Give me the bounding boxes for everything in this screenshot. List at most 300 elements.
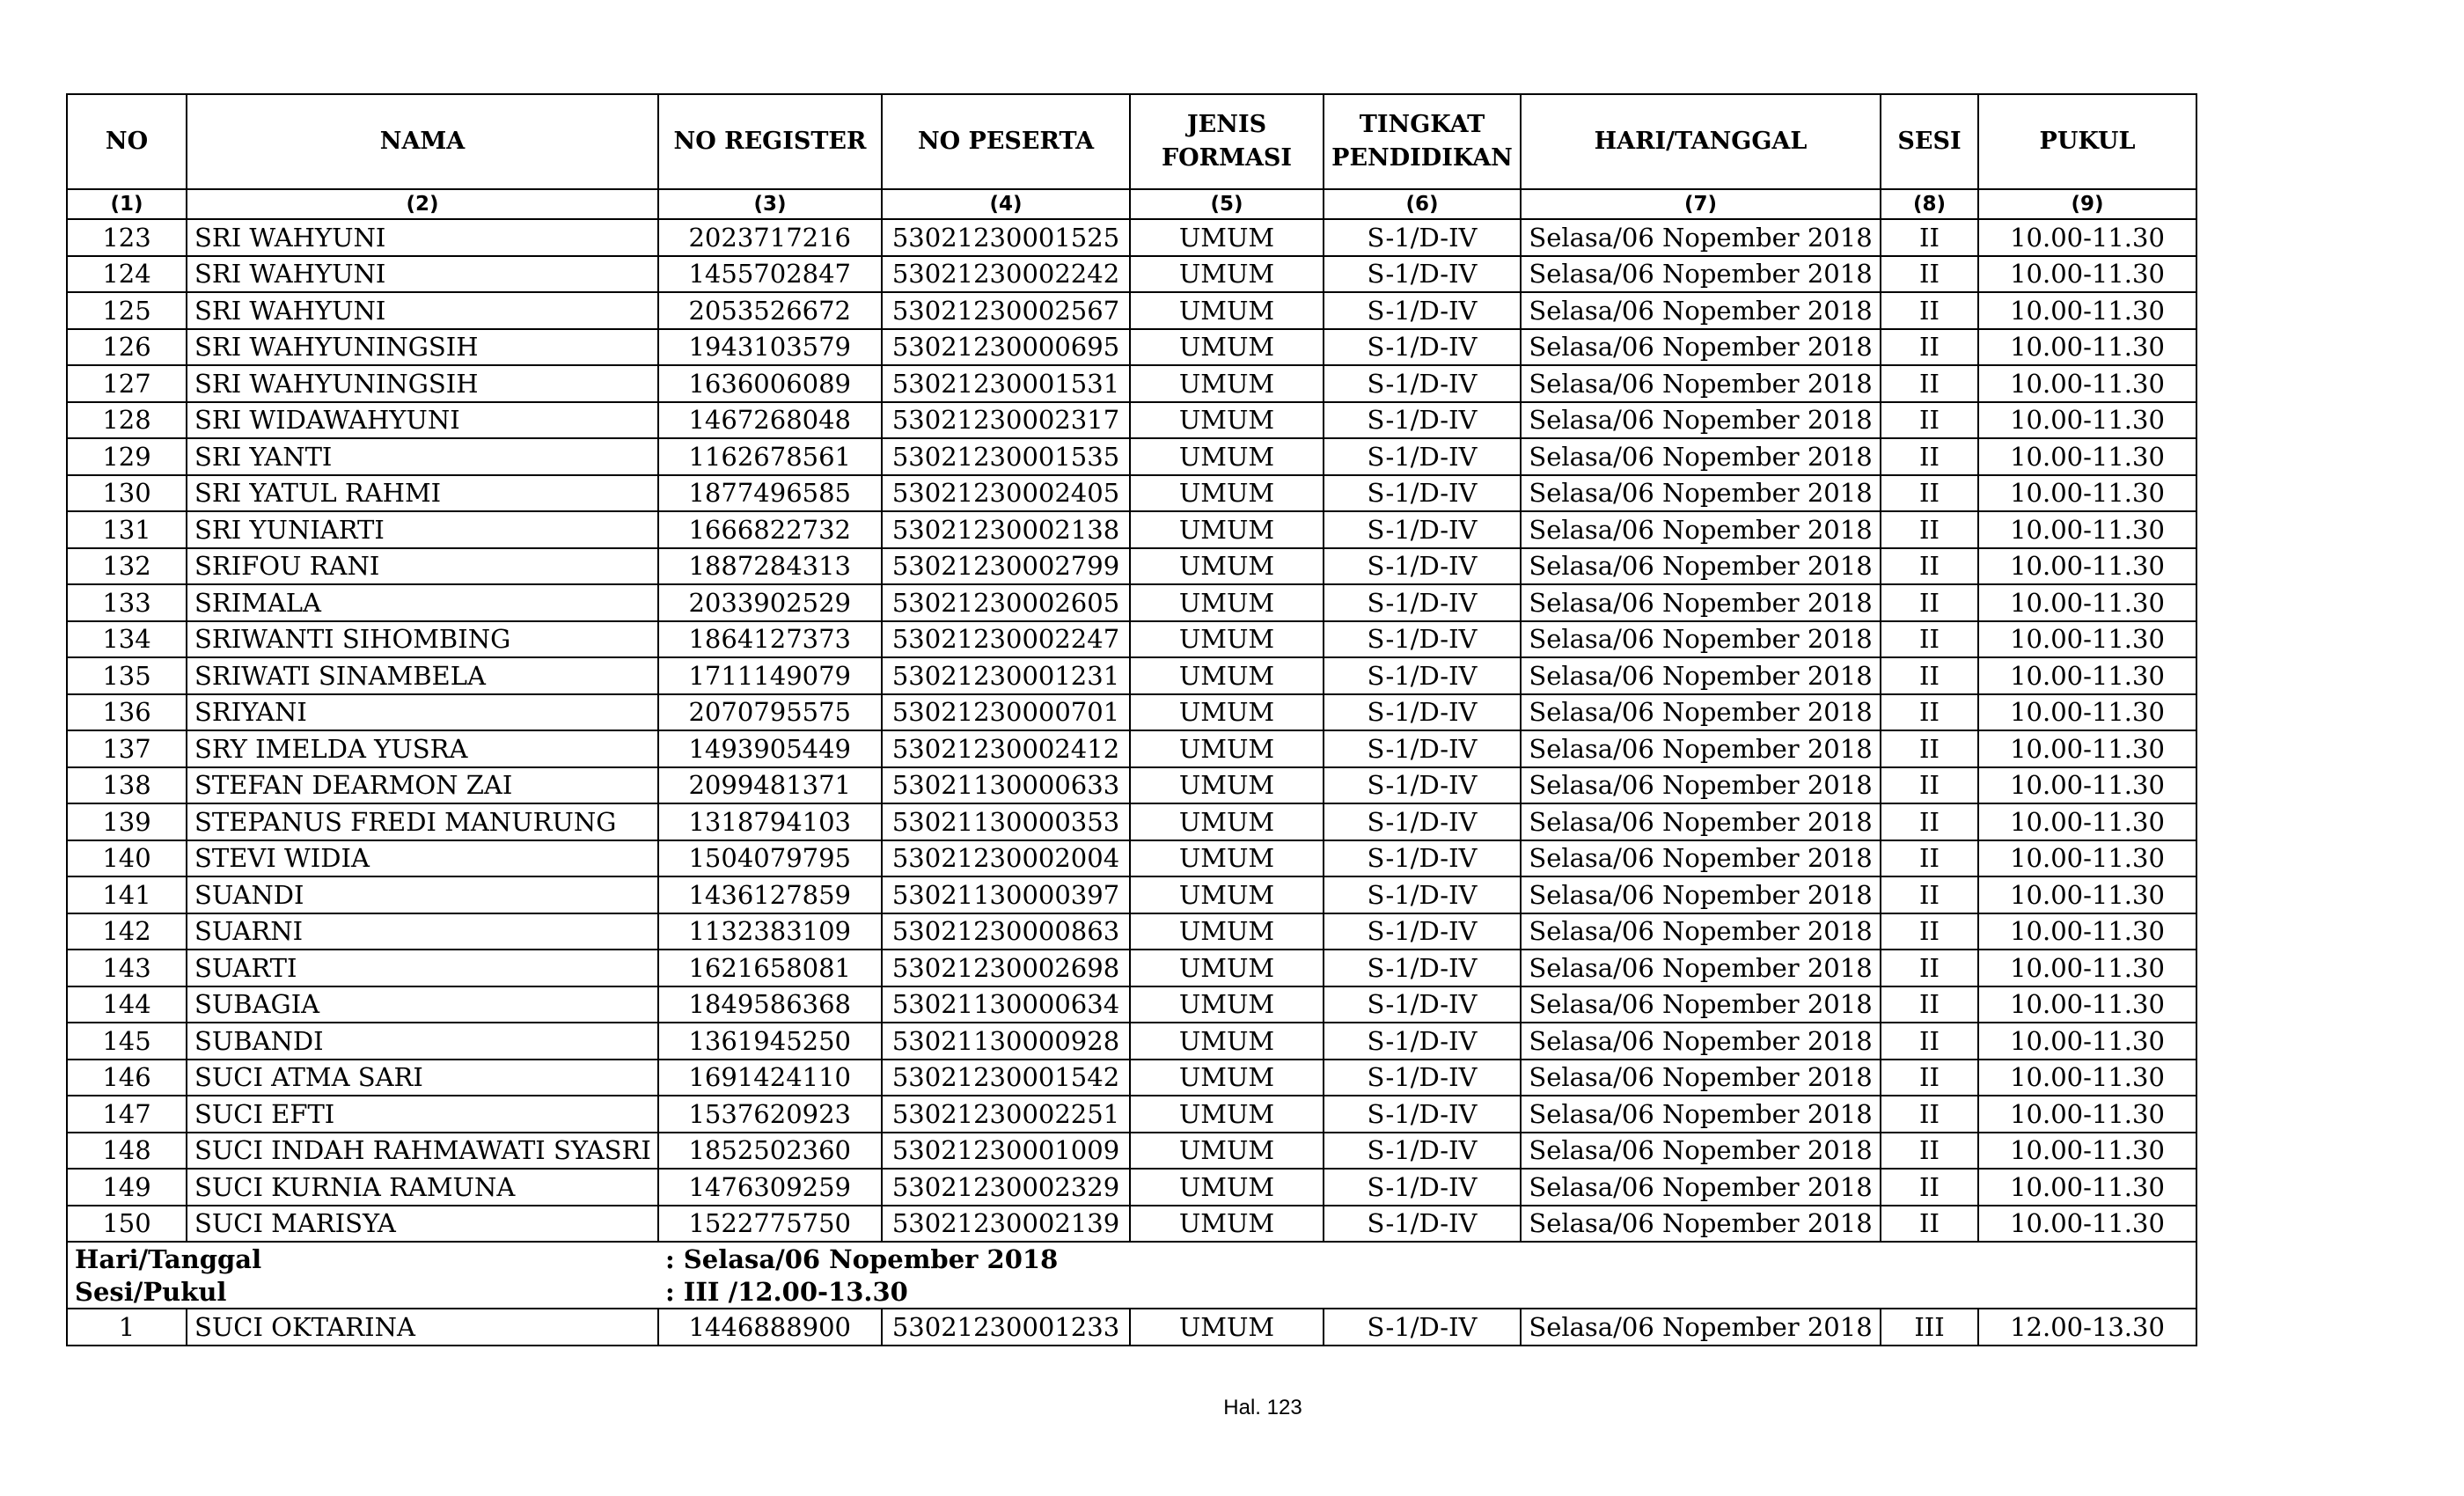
cell-no: 146 xyxy=(67,1060,187,1096)
cell-sesi: II xyxy=(1881,840,1978,877)
cell-no-register: 1887284313 xyxy=(658,548,882,585)
cell-no-register: 1849586368 xyxy=(658,986,882,1023)
cell-no: 130 xyxy=(67,475,187,512)
cell-hari-tanggal: Selasa/06 Nopember 2018 xyxy=(1521,803,1881,840)
cell-no-register: 1877496585 xyxy=(658,475,882,512)
session-day-row xyxy=(67,1242,2196,1275)
cell-pukul: 10.00-11.30 xyxy=(1978,584,2196,621)
session-time-label: Sesi/Pukul xyxy=(67,1275,658,1309)
cell-sesi: II xyxy=(1881,1133,1978,1170)
column-number: (9) xyxy=(1978,189,2196,219)
cell-hari-tanggal: Selasa/06 Nopember 2018 xyxy=(1521,1096,1881,1133)
table-row xyxy=(67,950,2196,986)
cell-tingkat-pendidikan: S-1/D-IV xyxy=(1324,475,1521,512)
cell-jenis-formasi: UMUM xyxy=(1130,767,1324,804)
column-number: (4) xyxy=(882,189,1130,219)
cell-nama: SUCI MARISYA xyxy=(187,1206,658,1243)
cell-no: 129 xyxy=(67,438,187,475)
cell-tingkat-pendidikan: S-1/D-IV xyxy=(1324,511,1521,548)
table-row xyxy=(67,986,2196,1023)
cell-no-peserta: 53021230001535 xyxy=(882,438,1130,475)
cell-pukul: 10.00-11.30 xyxy=(1978,803,2196,840)
table-row xyxy=(67,1206,2196,1243)
cell-hari-tanggal: Selasa/06 Nopember 2018 xyxy=(1521,1060,1881,1096)
cell-sesi: II xyxy=(1881,767,1978,804)
cell-nama: SUCI ATMA SARI xyxy=(187,1060,658,1096)
cell-tingkat-pendidikan: S-1/D-IV xyxy=(1324,1133,1521,1170)
cell-no-peserta: 53021230001231 xyxy=(882,657,1130,694)
cell-sesi: II xyxy=(1881,292,1978,329)
cell-tingkat-pendidikan: S-1/D-IV xyxy=(1324,365,1521,402)
session-3-block xyxy=(67,1242,2196,1309)
cell-no-register: 1522775750 xyxy=(658,1206,882,1243)
cell-no-peserta: 53021230002138 xyxy=(882,511,1130,548)
cell-no: 149 xyxy=(67,1169,187,1206)
cell-hari-tanggal: Selasa/06 Nopember 2018 xyxy=(1521,1309,1881,1346)
cell-no: 138 xyxy=(67,767,187,804)
cell-nama: SRI YATUL RAHMI xyxy=(187,475,658,512)
cell-pukul: 10.00-11.30 xyxy=(1978,511,2196,548)
table-row xyxy=(67,438,2196,475)
cell-nama: SUARNI xyxy=(187,913,658,950)
cell-jenis-formasi: UMUM xyxy=(1130,913,1324,950)
cell-no-register: 1537620923 xyxy=(658,1096,882,1133)
cell-no-peserta: 53021130000634 xyxy=(882,986,1130,1023)
table-row xyxy=(67,584,2196,621)
cell-nama: SRIMALA xyxy=(187,584,658,621)
cell-sesi: II xyxy=(1881,1023,1978,1060)
table-row xyxy=(67,1309,2196,1346)
cell-sesi: III xyxy=(1881,1309,1978,1346)
cell-hari-tanggal: Selasa/06 Nopember 2018 xyxy=(1521,657,1881,694)
cell-tingkat-pendidikan: S-1/D-IV xyxy=(1324,1060,1521,1096)
cell-no: 141 xyxy=(67,876,187,913)
cell-tingkat-pendidikan: S-1/D-IV xyxy=(1324,876,1521,913)
cell-nama: SUCI OKTARINA xyxy=(187,1309,658,1346)
cell-sesi: II xyxy=(1881,913,1978,950)
cell-no: 132 xyxy=(67,548,187,585)
session-time-row xyxy=(67,1275,2196,1309)
cell-nama: STEFAN DEARMON ZAI xyxy=(187,767,658,804)
cell-pukul: 10.00-11.30 xyxy=(1978,694,2196,731)
cell-no-peserta: 53021230000701 xyxy=(882,694,1130,731)
cell-tingkat-pendidikan: S-1/D-IV xyxy=(1324,1023,1521,1060)
participant-table-container xyxy=(66,93,2196,1346)
table-row xyxy=(67,657,2196,694)
table-row xyxy=(67,1133,2196,1170)
cell-tingkat-pendidikan: S-1/D-IV xyxy=(1324,1169,1521,1206)
cell-nama: SRY IMELDA YUSRA xyxy=(187,730,658,767)
cell-no: 131 xyxy=(67,511,187,548)
cell-pukul: 10.00-11.30 xyxy=(1978,1169,2196,1206)
cell-no-register: 2053526672 xyxy=(658,292,882,329)
cell-no-register: 1493905449 xyxy=(658,730,882,767)
cell-nama: STEPANUS FREDI MANURUNG xyxy=(187,803,658,840)
cell-pukul: 10.00-11.30 xyxy=(1978,657,2196,694)
cell-nama: SRIYANI xyxy=(187,694,658,731)
cell-no: 147 xyxy=(67,1096,187,1133)
header-row xyxy=(67,94,2196,189)
cell-nama: SRI WAHYUNINGSIH xyxy=(187,365,658,402)
cell-tingkat-pendidikan: S-1/D-IV xyxy=(1324,657,1521,694)
cell-nama: SRIWATI SINAMBELA xyxy=(187,657,658,694)
cell-hari-tanggal: Selasa/06 Nopember 2018 xyxy=(1521,1206,1881,1243)
cell-jenis-formasi: UMUM xyxy=(1130,219,1324,256)
cell-tingkat-pendidikan: S-1/D-IV xyxy=(1324,584,1521,621)
table-row xyxy=(67,256,2196,293)
cell-no-peserta: 53021130000928 xyxy=(882,1023,1130,1060)
cell-jenis-formasi: UMUM xyxy=(1130,1169,1324,1206)
table-row xyxy=(67,402,2196,439)
cell-pukul: 10.00-11.30 xyxy=(1978,840,2196,877)
cell-hari-tanggal: Selasa/06 Nopember 2018 xyxy=(1521,256,1881,293)
cell-no-peserta: 53021230001525 xyxy=(882,219,1130,256)
cell-nama: SUARTI xyxy=(187,950,658,986)
cell-nama: SRI WAHYUNI xyxy=(187,292,658,329)
cell-jenis-formasi: UMUM xyxy=(1130,548,1324,585)
table-row xyxy=(67,840,2196,877)
header-tingkat-pendidikan xyxy=(1324,94,1521,189)
cell-jenis-formasi: UMUM xyxy=(1130,840,1324,877)
header-hari-tanggal: HARI/TANGGAL xyxy=(1521,94,1881,189)
cell-hari-tanggal: Selasa/06 Nopember 2018 xyxy=(1521,1169,1881,1206)
header-jenis-formasi xyxy=(1130,94,1324,189)
cell-sesi: II xyxy=(1881,657,1978,694)
cell-no: 126 xyxy=(67,329,187,366)
cell-sesi: II xyxy=(1881,511,1978,548)
cell-no-register: 1162678561 xyxy=(658,438,882,475)
cell-sesi: II xyxy=(1881,1060,1978,1096)
cell-tingkat-pendidikan: S-1/D-IV xyxy=(1324,767,1521,804)
cell-no: 150 xyxy=(67,1206,187,1243)
cell-no-register: 1132383109 xyxy=(658,913,882,950)
cell-no: 124 xyxy=(67,256,187,293)
cell-tingkat-pendidikan: S-1/D-IV xyxy=(1324,1206,1521,1243)
cell-no-peserta: 53021230002567 xyxy=(882,292,1130,329)
cell-sesi: II xyxy=(1881,365,1978,402)
cell-no-register: 1361945250 xyxy=(658,1023,882,1060)
cell-jenis-formasi: UMUM xyxy=(1130,584,1324,621)
cell-jenis-formasi: UMUM xyxy=(1130,1206,1324,1243)
cell-jenis-formasi: UMUM xyxy=(1130,986,1324,1023)
cell-pukul: 12.00-13.30 xyxy=(1978,1309,2196,1346)
cell-jenis-formasi: UMUM xyxy=(1130,365,1324,402)
cell-no: 137 xyxy=(67,730,187,767)
cell-nama: SRIFOU RANI xyxy=(187,548,658,585)
cell-tingkat-pendidikan: S-1/D-IV xyxy=(1324,621,1521,658)
table-row xyxy=(67,1060,2196,1096)
cell-no-register: 1504079795 xyxy=(658,840,882,877)
header-nama: NAMA xyxy=(187,94,658,189)
session-2-rows xyxy=(67,219,2196,1242)
header-no-peserta: NO PESERTA xyxy=(882,94,1130,189)
cell-nama: SRI WAHYUNI xyxy=(187,219,658,256)
cell-no-peserta: 53021230002139 xyxy=(882,1206,1130,1243)
cell-hari-tanggal: Selasa/06 Nopember 2018 xyxy=(1521,402,1881,439)
cell-no: 1 xyxy=(67,1309,187,1346)
cell-hari-tanggal: Selasa/06 Nopember 2018 xyxy=(1521,694,1881,731)
cell-jenis-formasi: UMUM xyxy=(1130,1060,1324,1096)
cell-hari-tanggal: Selasa/06 Nopember 2018 xyxy=(1521,438,1881,475)
cell-nama: SRI YANTI xyxy=(187,438,658,475)
column-number: (7) xyxy=(1521,189,1881,219)
cell-hari-tanggal: Selasa/06 Nopember 2018 xyxy=(1521,292,1881,329)
cell-no-peserta: 53021230001531 xyxy=(882,365,1130,402)
cell-pukul: 10.00-11.30 xyxy=(1978,1096,2196,1133)
cell-sesi: II xyxy=(1881,475,1978,512)
cell-no-register: 1455702847 xyxy=(658,256,882,293)
header-tingkat-line2: PENDIDIKAN xyxy=(1331,144,1513,172)
cell-no-register: 1446888900 xyxy=(658,1309,882,1346)
column-number: (8) xyxy=(1881,189,1978,219)
participant-table xyxy=(66,93,2197,1346)
cell-hari-tanggal: Selasa/06 Nopember 2018 xyxy=(1521,950,1881,986)
table-row xyxy=(67,219,2196,256)
cell-no: 135 xyxy=(67,657,187,694)
cell-jenis-formasi: UMUM xyxy=(1130,876,1324,913)
cell-no-register: 2033902529 xyxy=(658,584,882,621)
cell-pukul: 10.00-11.30 xyxy=(1978,1060,2196,1096)
cell-hari-tanggal: Selasa/06 Nopember 2018 xyxy=(1521,767,1881,804)
cell-jenis-formasi: UMUM xyxy=(1130,438,1324,475)
cell-no-peserta: 53021230002405 xyxy=(882,475,1130,512)
cell-no: 136 xyxy=(67,694,187,731)
cell-pukul: 10.00-11.30 xyxy=(1978,621,2196,658)
cell-sesi: II xyxy=(1881,584,1978,621)
cell-hari-tanggal: Selasa/06 Nopember 2018 xyxy=(1521,1133,1881,1170)
cell-jenis-formasi: UMUM xyxy=(1130,402,1324,439)
cell-sesi: II xyxy=(1881,402,1978,439)
cell-no: 145 xyxy=(67,1023,187,1060)
cell-no: 123 xyxy=(67,219,187,256)
cell-tingkat-pendidikan: S-1/D-IV xyxy=(1324,402,1521,439)
cell-tingkat-pendidikan: S-1/D-IV xyxy=(1324,1309,1521,1346)
cell-no-peserta: 53021230002242 xyxy=(882,256,1130,293)
cell-no-peserta: 53021230002329 xyxy=(882,1169,1130,1206)
cell-pukul: 10.00-11.30 xyxy=(1978,329,2196,366)
cell-tingkat-pendidikan: S-1/D-IV xyxy=(1324,1096,1521,1133)
cell-pukul: 10.00-11.30 xyxy=(1978,950,2196,986)
cell-no-peserta: 53021230002799 xyxy=(882,548,1130,585)
cell-no-peserta: 53021230000695 xyxy=(882,329,1130,366)
cell-jenis-formasi: UMUM xyxy=(1130,256,1324,293)
cell-no-register: 1943103579 xyxy=(658,329,882,366)
cell-sesi: II xyxy=(1881,1169,1978,1206)
session-time-value: : III /12.00-13.30 xyxy=(658,1275,2196,1309)
cell-hari-tanggal: Selasa/06 Nopember 2018 xyxy=(1521,584,1881,621)
cell-sesi: II xyxy=(1881,730,1978,767)
cell-sesi: II xyxy=(1881,548,1978,585)
cell-nama: SUBANDI xyxy=(187,1023,658,1060)
cell-hari-tanggal: Selasa/06 Nopember 2018 xyxy=(1521,511,1881,548)
session-3-rows xyxy=(67,1309,2196,1346)
table-row xyxy=(67,803,2196,840)
table-row xyxy=(67,876,2196,913)
cell-tingkat-pendidikan: S-1/D-IV xyxy=(1324,256,1521,293)
cell-no-register: 2070795575 xyxy=(658,694,882,731)
cell-nama: STEVI WIDIA xyxy=(187,840,658,877)
column-number: (1) xyxy=(67,189,187,219)
table-row xyxy=(67,621,2196,658)
cell-pukul: 10.00-11.30 xyxy=(1978,876,2196,913)
cell-hari-tanggal: Selasa/06 Nopember 2018 xyxy=(1521,730,1881,767)
column-number-row xyxy=(67,189,2196,219)
cell-nama: SUCI EFTI xyxy=(187,1096,658,1133)
cell-jenis-formasi: UMUM xyxy=(1130,657,1324,694)
cell-hari-tanggal: Selasa/06 Nopember 2018 xyxy=(1521,548,1881,585)
cell-nama: SRI WAHYUNI xyxy=(187,256,658,293)
cell-jenis-formasi: UMUM xyxy=(1130,511,1324,548)
cell-hari-tanggal: Selasa/06 Nopember 2018 xyxy=(1521,621,1881,658)
header-sesi: SESI xyxy=(1881,94,1978,189)
cell-jenis-formasi: UMUM xyxy=(1130,1096,1324,1133)
cell-no-peserta: 53021230002251 xyxy=(882,1096,1130,1133)
cell-sesi: II xyxy=(1881,950,1978,986)
cell-hari-tanggal: Selasa/06 Nopember 2018 xyxy=(1521,475,1881,512)
cell-pukul: 10.00-11.30 xyxy=(1978,986,2196,1023)
cell-no: 148 xyxy=(67,1133,187,1170)
cell-no-register: 1864127373 xyxy=(658,621,882,658)
cell-jenis-formasi: UMUM xyxy=(1130,1133,1324,1170)
cell-no-register: 1467268048 xyxy=(658,402,882,439)
cell-hari-tanggal: Selasa/06 Nopember 2018 xyxy=(1521,876,1881,913)
cell-jenis-formasi: UMUM xyxy=(1130,329,1324,366)
cell-nama: SRI WAHYUNINGSIH xyxy=(187,329,658,366)
cell-pukul: 10.00-11.30 xyxy=(1978,1206,2196,1243)
cell-no-register: 2023717216 xyxy=(658,219,882,256)
cell-no-peserta: 53021130000397 xyxy=(882,876,1130,913)
column-number: (5) xyxy=(1130,189,1324,219)
session-day-label: Hari/Tanggal xyxy=(67,1242,658,1275)
cell-tingkat-pendidikan: S-1/D-IV xyxy=(1324,803,1521,840)
table-row xyxy=(67,548,2196,585)
cell-no-peserta: 53021230000863 xyxy=(882,913,1130,950)
cell-no-peserta: 53021230002412 xyxy=(882,730,1130,767)
cell-pukul: 10.00-11.30 xyxy=(1978,219,2196,256)
cell-no: 142 xyxy=(67,913,187,950)
header-no-register: NO REGISTER xyxy=(658,94,882,189)
header-jenis-line2: FORMASI xyxy=(1161,144,1293,172)
cell-pukul: 10.00-11.30 xyxy=(1978,1023,2196,1060)
cell-nama: SUCI INDAH RAHMAWATI SYASRI xyxy=(187,1133,658,1170)
cell-tingkat-pendidikan: S-1/D-IV xyxy=(1324,730,1521,767)
cell-pukul: 10.00-11.30 xyxy=(1978,438,2196,475)
cell-no-peserta: 53021230002317 xyxy=(882,402,1130,439)
cell-hari-tanggal: Selasa/06 Nopember 2018 xyxy=(1521,1023,1881,1060)
cell-no: 128 xyxy=(67,402,187,439)
cell-tingkat-pendidikan: S-1/D-IV xyxy=(1324,219,1521,256)
cell-pukul: 10.00-11.30 xyxy=(1978,402,2196,439)
cell-no: 133 xyxy=(67,584,187,621)
cell-no: 134 xyxy=(67,621,187,658)
cell-no-peserta: 53021230001009 xyxy=(882,1133,1130,1170)
cell-sesi: II xyxy=(1881,256,1978,293)
cell-sesi: II xyxy=(1881,986,1978,1023)
cell-hari-tanggal: Selasa/06 Nopember 2018 xyxy=(1521,986,1881,1023)
cell-jenis-formasi: UMUM xyxy=(1130,1023,1324,1060)
cell-no-register: 1691424110 xyxy=(658,1060,882,1096)
cell-no-register: 1318794103 xyxy=(658,803,882,840)
table-row xyxy=(67,511,2196,548)
cell-no: 139 xyxy=(67,803,187,840)
cell-no-peserta: 53021130000633 xyxy=(882,767,1130,804)
cell-no-peserta: 53021230001542 xyxy=(882,1060,1130,1096)
header-jenis-line1: JENIS xyxy=(1186,111,1267,138)
cell-tingkat-pendidikan: S-1/D-IV xyxy=(1324,548,1521,585)
table-row xyxy=(67,292,2196,329)
cell-no-peserta: 53021230002247 xyxy=(882,621,1130,658)
cell-sesi: II xyxy=(1881,621,1978,658)
cell-pukul: 10.00-11.30 xyxy=(1978,1133,2196,1170)
table-row xyxy=(67,730,2196,767)
cell-sesi: II xyxy=(1881,876,1978,913)
cell-jenis-formasi: UMUM xyxy=(1130,621,1324,658)
cell-hari-tanggal: Selasa/06 Nopember 2018 xyxy=(1521,329,1881,366)
cell-hari-tanggal: Selasa/06 Nopember 2018 xyxy=(1521,365,1881,402)
cell-pukul: 10.00-11.30 xyxy=(1978,292,2196,329)
cell-no-register: 1711149079 xyxy=(658,657,882,694)
cell-tingkat-pendidikan: S-1/D-IV xyxy=(1324,694,1521,731)
cell-pukul: 10.00-11.30 xyxy=(1978,767,2196,804)
header-pukul: PUKUL xyxy=(1978,94,2196,189)
cell-no: 140 xyxy=(67,840,187,877)
cell-pukul: 10.00-11.30 xyxy=(1978,913,2196,950)
cell-hari-tanggal: Selasa/06 Nopember 2018 xyxy=(1521,219,1881,256)
cell-pukul: 10.00-11.30 xyxy=(1978,548,2196,585)
table-row xyxy=(67,329,2196,366)
column-number: (6) xyxy=(1324,189,1521,219)
cell-no-peserta: 53021230001233 xyxy=(882,1309,1130,1346)
table-row xyxy=(67,1023,2196,1060)
cell-jenis-formasi: UMUM xyxy=(1130,730,1324,767)
cell-tingkat-pendidikan: S-1/D-IV xyxy=(1324,913,1521,950)
cell-nama: SRI WIDAWAHYUNI xyxy=(187,402,658,439)
cell-nama: SUBAGIA xyxy=(187,986,658,1023)
cell-nama: SRIWANTI SIHOMBING xyxy=(187,621,658,658)
column-number: (2) xyxy=(187,189,658,219)
cell-no-register: 2099481371 xyxy=(658,767,882,804)
table-row xyxy=(67,475,2196,512)
cell-jenis-formasi: UMUM xyxy=(1130,1309,1324,1346)
table-row xyxy=(67,1096,2196,1133)
cell-nama: SUANDI xyxy=(187,876,658,913)
header-tingkat-line1: TINGKAT xyxy=(1359,111,1485,138)
cell-tingkat-pendidikan: S-1/D-IV xyxy=(1324,329,1521,366)
cell-hari-tanggal: Selasa/06 Nopember 2018 xyxy=(1521,840,1881,877)
cell-jenis-formasi: UMUM xyxy=(1130,292,1324,329)
cell-no: 143 xyxy=(67,950,187,986)
cell-no-peserta: 53021230002605 xyxy=(882,584,1130,621)
cell-tingkat-pendidikan: S-1/D-IV xyxy=(1324,292,1521,329)
cell-no: 125 xyxy=(67,292,187,329)
table-row xyxy=(67,767,2196,804)
column-number: (3) xyxy=(658,189,882,219)
table-row xyxy=(67,694,2196,731)
cell-jenis-formasi: UMUM xyxy=(1130,950,1324,986)
table-row xyxy=(67,1169,2196,1206)
session-day-value: : Selasa/06 Nopember 2018 xyxy=(658,1242,2196,1275)
cell-jenis-formasi: UMUM xyxy=(1130,803,1324,840)
cell-sesi: II xyxy=(1881,694,1978,731)
cell-nama: SUCI KURNIA RAMUNA xyxy=(187,1169,658,1206)
cell-no-register: 1621658081 xyxy=(658,950,882,986)
cell-no-peserta: 53021230002698 xyxy=(882,950,1130,986)
page-number: Hal. 123 xyxy=(1223,1396,1302,1419)
cell-nama: SRI YUNIARTI xyxy=(187,511,658,548)
cell-jenis-formasi: UMUM xyxy=(1130,475,1324,512)
table-row xyxy=(67,913,2196,950)
cell-pukul: 10.00-11.30 xyxy=(1978,475,2196,512)
